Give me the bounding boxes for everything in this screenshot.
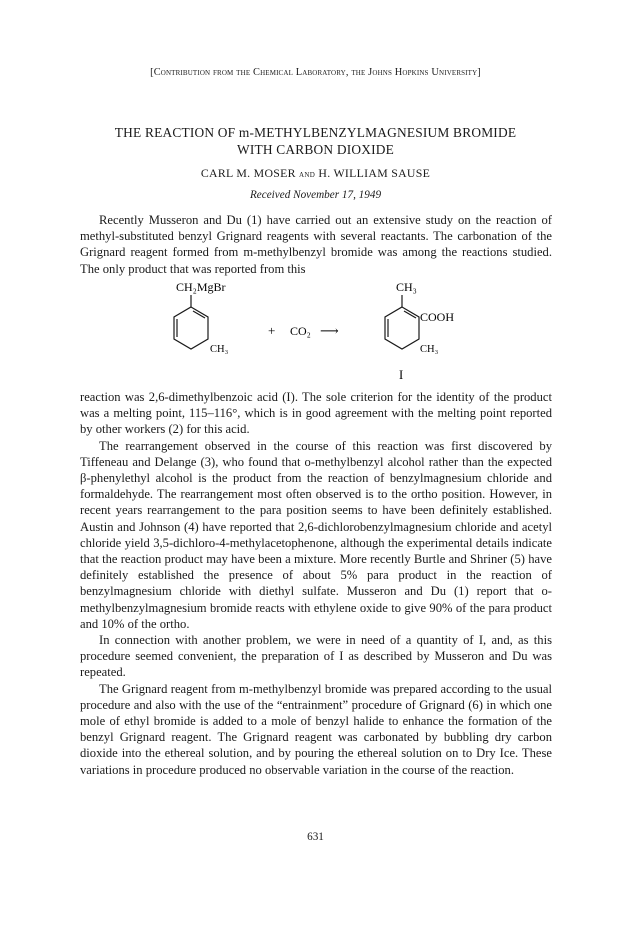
paragraph: Recently Musseron and Du (1) have carried out an extensive study on the reaction of methyl-substituted benzyl Grignard reagents with several reactants. The carbonation of the Grignard reagent formed from m-methylbenzyl bromide was among the reactions studied. The only product that was reported from this (80, 213, 552, 276)
author-line (0, 166, 631, 181)
main-paragraph-block (80, 389, 552, 778)
reactant-benzene-ring (174, 295, 208, 349)
author-2: H. WILLIAM SAUSE (318, 166, 431, 180)
author-conjunction: and (299, 169, 316, 180)
product-benzene-ring (385, 295, 419, 349)
product-cooh-label: COOH (420, 310, 455, 324)
title-line-1: THE REACTION OF m-METHYLBENZYLMAGNESIUM BROMIDE (114, 125, 517, 140)
page-number: 631 (307, 831, 324, 843)
product-methyl-bottom-label: CH₃ (420, 344, 439, 355)
article-title (0, 124, 631, 158)
contribution-header: [Contribution from the Chemical Laboratory, the Johns Hopkins University] (150, 67, 481, 78)
plus-sign: + (268, 323, 276, 338)
paragraph: The rearrangement observed in the course of this reaction was first discovered by Tiffeneau and Delange (3), who found that o-methylbenzyl alcohol rather than the expected β-phenylethyl alcohol is the product from the reaction of benzylmagnesium chloride and formaldehyde. The rearrangement most often observed is to the ortho position. However, in recent years rearrangement to the para position seems to have been definitely established. Austin and Johnson (4) have reported that 2,6-dichlorobenzylmagnesium chloride and acetyl chloride yield 3,5-dichloro-4-methylacetophenone, although the experimental details indicate that the reaction product may have been a mixture. More recently Burtle and Shriner (5) have definitely established the presence of about 5% para product in the reaction of benzylmagnesium chloride with diethyl sulfate. Musseron and Du (1) report that o-methylbenzylmagnesium bromide reacts with ethylene oxide to give 90% of the para product and 10% of the ortho. (80, 438, 552, 631)
intro-paragraph-block (80, 212, 552, 277)
reaction-arrow: ⟶ (320, 323, 339, 338)
reaction-scheme (150, 277, 510, 387)
reactant-ch2mgbr-label: CH₂MgBr (176, 280, 226, 294)
author-1: CARL M. MOSER (200, 166, 296, 180)
paragraph: reaction was 2,6-dimethylbenzoic acid (I). The sole criterion for the identity of the product was a melting point, 115–116°, which is in good agreement with the melting point reported by other workers (2) for this acid. (80, 390, 552, 437)
paragraph: In connection with another problem, we were in need of a quantity of I, and, as this procedure seemed convenient, the preparation of I as described by Musseron and Du was repeated. (80, 633, 552, 680)
received-date: Received November 17, 1949 (249, 189, 382, 201)
co2-label: CO₂ (290, 324, 311, 338)
product-methyl-top-label: CH₃ (396, 280, 417, 294)
title-line-2: WITH CARBON DIOXIDE (236, 142, 395, 157)
reactant-methyl-label: CH₃ (210, 344, 229, 355)
paragraph: The Grignard reagent from m-methylbenzyl bromide was prepared according to the usual procedure and also with the use of the “entrainment” procedure of Grignard (6) in which one mole of ethyl bromide is added to a mole of benzyl halide to enhance the formation of the benzyl Grignard reagent. The Grignard reagent was carbonated by bubbling dry carbon dioxide into the ethereal solution, and by pouring the ethereal solution on to Dry Ice. These variations in procedure produced no observable variation in the course of the reaction. (80, 681, 552, 777)
product-compound-label: I (399, 368, 404, 382)
